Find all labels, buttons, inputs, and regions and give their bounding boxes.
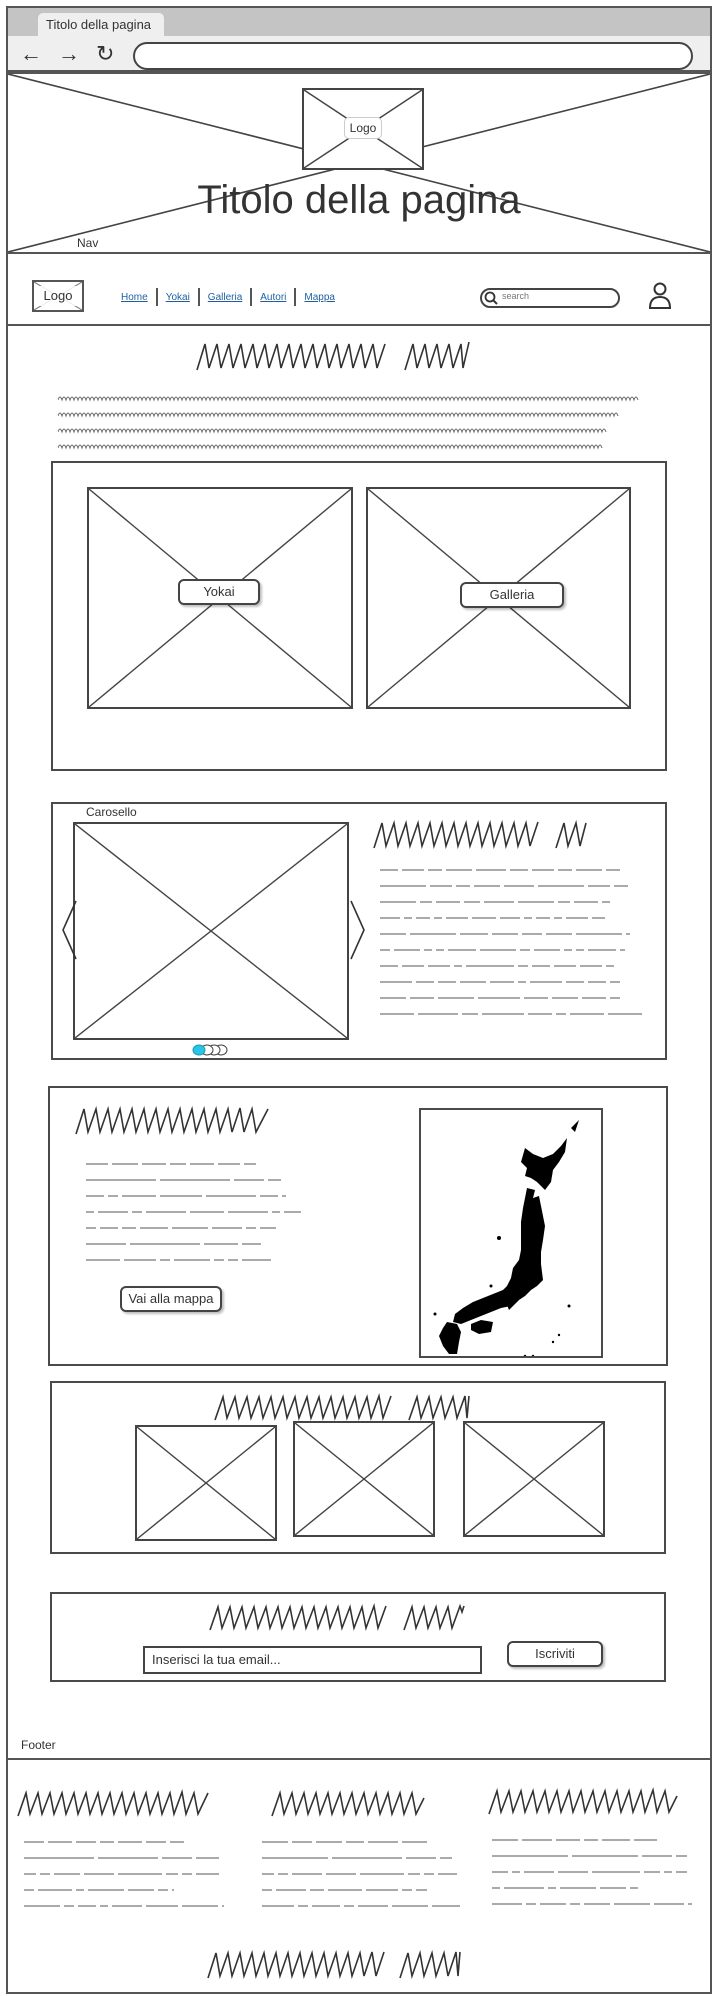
search-input[interactable] xyxy=(480,288,620,308)
forward-arrow-icon[interactable]: → xyxy=(58,41,80,66)
browser-tab[interactable]: Titolo della pagina xyxy=(38,13,164,36)
footer-col1-text-scribble xyxy=(24,1836,229,1916)
header-logo-label: Logo xyxy=(344,117,382,139)
nav-separator xyxy=(156,288,158,306)
back-arrow-icon[interactable]: ← xyxy=(20,41,42,66)
carousel-dots[interactable] xyxy=(190,1043,230,1057)
footer-col2-heading-scribble xyxy=(270,1788,430,1818)
vai-alla-mappa-button[interactable]: Vai alla mappa xyxy=(120,1286,222,1312)
footer-col3-heading-scribble xyxy=(487,1786,682,1816)
nav-link-autori[interactable]: Autori xyxy=(260,291,287,303)
navbar-logo-label: Logo xyxy=(38,286,78,306)
page-title: Titolo della pagina xyxy=(197,178,521,222)
footer-col1-heading-scribble xyxy=(16,1788,211,1818)
nav-links xyxy=(121,288,335,306)
footer-col2-text-scribble xyxy=(262,1836,472,1916)
newsletter-heading-scribble xyxy=(208,1602,518,1632)
galleria-button[interactable]: Galleria xyxy=(460,582,564,608)
nav-link-home[interactable]: Home xyxy=(121,291,148,303)
nav-link-yokai[interactable]: Yokai xyxy=(165,291,190,303)
map-heading-scribble xyxy=(74,1104,274,1136)
yokai-button[interactable]: Yokai xyxy=(178,579,260,605)
subscribe-button[interactable]: Iscriviti xyxy=(507,1641,603,1667)
search-placeholder: search xyxy=(502,291,530,301)
map-text-scribble xyxy=(86,1158,306,1268)
japan-map-icon xyxy=(421,1110,601,1356)
gallery-image-1[interactable] xyxy=(135,1425,277,1541)
reload-icon[interactable]: ↻ xyxy=(96,41,115,66)
intro-paragraph-scribble xyxy=(58,392,663,454)
carousel-prev-arrow-icon[interactable] xyxy=(60,899,78,961)
email-input[interactable]: Inserisci la tua email... xyxy=(143,1646,482,1674)
nav-separator xyxy=(250,288,252,306)
footer-col3-text-scribble xyxy=(492,1834,702,1914)
carousel-heading-scribble xyxy=(372,818,622,850)
search-icon xyxy=(484,291,498,305)
carousel-text-scribble xyxy=(380,862,650,1022)
nav-link-mappa[interactable]: Mappa xyxy=(304,291,335,303)
nav-separator xyxy=(294,288,296,306)
nav-annotation-label: Nav xyxy=(77,236,99,250)
intro-heading-scribble xyxy=(195,338,505,372)
footer-bottom-heading-scribble xyxy=(206,1948,516,1980)
nav-link-galleria[interactable]: Galleria xyxy=(207,291,243,303)
carousel-image xyxy=(73,822,349,1040)
gallery-image-2[interactable] xyxy=(293,1421,435,1537)
carousel-label: Carosello xyxy=(86,805,137,819)
user-icon[interactable] xyxy=(648,282,672,310)
gallery-image-3[interactable] xyxy=(463,1421,605,1537)
gallery-heading-scribble xyxy=(213,1392,523,1422)
japan-map-image[interactable] xyxy=(419,1108,603,1358)
nav-separator xyxy=(198,288,200,306)
carousel-next-arrow-icon[interactable] xyxy=(349,899,367,961)
footer-annotation-label: Footer xyxy=(21,1738,56,1752)
